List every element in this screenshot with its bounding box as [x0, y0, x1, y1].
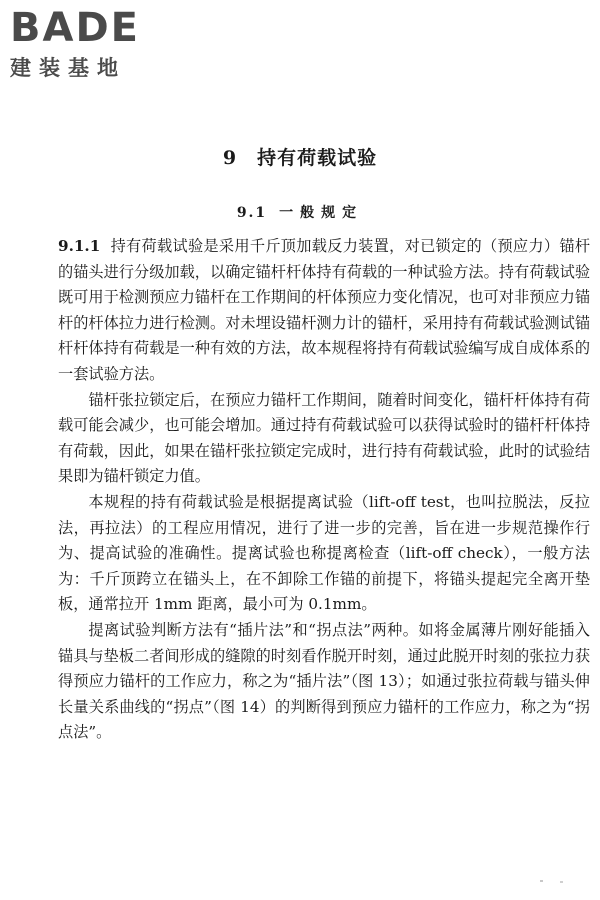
section-number: 9.1: [236, 205, 268, 221]
section-heading: 一般规定: [279, 205, 364, 221]
paragraph-4: 提离试验判断方法有“插片法”和“拐点法”两种。如将金属薄片刚好能插入锚具与垫板二者间形成的缝隙的时刻看作脱开时刻，通过此脱开时刻的张拉力获得预应力锚杆的工作应力，称之为“插片法”（图 13）；如通过张拉荷载与锚头伸长量关系曲线的“拐点”（图 14）的判断得到预应力锚杆的工作应力，称之为“拐点法”。: [58, 620, 590, 742]
clause-body: [58, 234, 590, 746]
scan-artifact: [560, 881, 563, 883]
paragraph-3: 本规程的持有荷载试验是根据提离试验（lift-off test，也叫拉脱法，反拉法，再拉法）的工程应用情况，进行了进一步的完善，旨在进一步规范操作行为、提高试验的准确性。提离试验也称提离检查（lift-off check），一般方法为：千斤顶跨立在锚头上，在不卸除工作锚的前提下，将锚头提起完全离开垫板，通常拉开 1mm 距离，最小可为 0.1mm。: [58, 492, 590, 614]
chapter-title: [0, 143, 600, 170]
clause-number: 9.1.1: [58, 237, 101, 255]
section-title: [0, 202, 600, 222]
publisher-logo: [10, 6, 180, 82]
scan-artifact: [540, 880, 543, 882]
paragraph-2: 锚杆张拉锁定后，在预应力锚杆工作期间，随着时间变化，锚杆杆体持有荷载可能会减少，也可能会增加。通过持有荷载试验可以获得试验时的锚杆杆体持有荷载，因此，如果在锚杆张拉锁定完成时，进行持有荷载试验，此时的试验结果即为锚杆锁定力值。: [58, 390, 590, 486]
paragraph-1: [58, 234, 590, 388]
paragraph-1-text: 持有荷载试验是采用千斤顶加载反力装置，对已锁定的（预应力）锚杆的锚头进行分级加载，以确定锚杆杆体持有荷载的一种试验方法。持有荷载试验既可用于检测预应力锚杆在工作期间的杆体预应力变化情况，也可对非预应力锚杆的杆体拉力进行检测。对未埋设锚杆测力计的锚杆，采用持有荷载试验测试锚杆杆体持有荷载是一种有效的方法，故本规程将持有荷载试验编写成自成体系的一套试验方法。: [58, 237, 590, 383]
chapter-number: 9: [222, 147, 238, 169]
logo-subtitle: 建装基地: [10, 56, 126, 80]
chapter-heading: 持有荷载试验: [257, 147, 378, 169]
logo-wordmark: BADE: [10, 5, 140, 51]
